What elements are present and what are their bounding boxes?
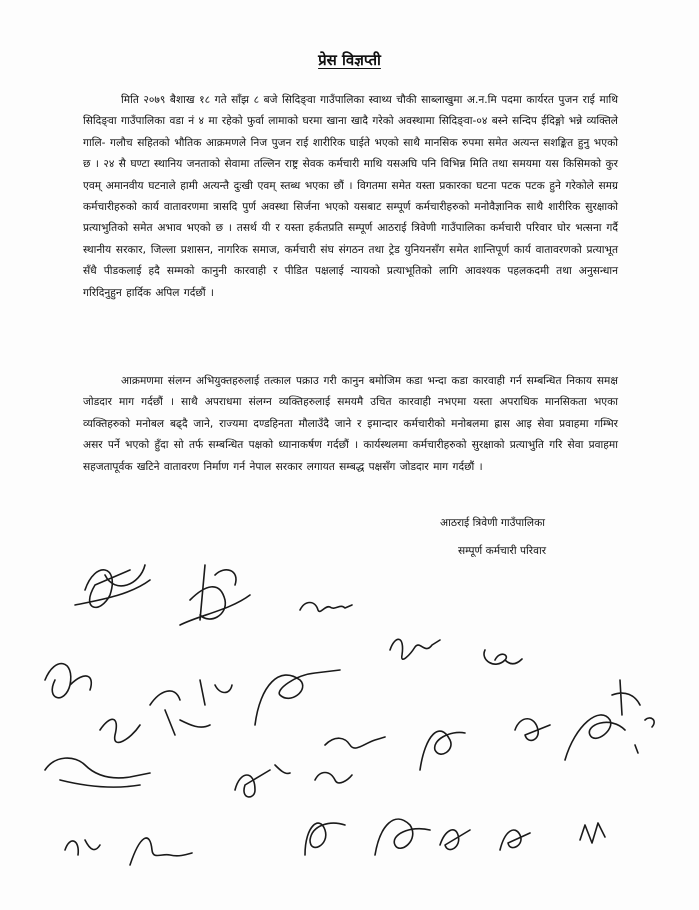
- signature-19: [305, 823, 345, 855]
- body-paragraph-2: आक्रमणमा संलग्न अभियुक्तहरुलाई तत्काल पक्राउ गरी कानुन बमोजिम कडा भन्दा कडा कारवाही गर्न सम्बन्धित निकाय समक्ष जोडदार माग गर्दछौं । साथै अपराधमा संलग्न व्यक्तिहरुलाई समयमै उचित कारवाही नभएमा यस्ता अपराधिक मानसिकता भएका व्यक्तिहरुको मनोबल बढ्दै जाने, राज्यमा दण्डहिनता मौलाउँदै जाने र इमान्दार कर्मचारीको मनोबलमा ह्रास आइ सेवा प्रवाहमा गम्भिर असर पर्ने भएको हुँदा सो तर्फ सम्बन्धित पक्षको ध्यानाकर्षण गर्दछौं । कार्यस्थलमा कर्मचारीहरुको सुरक्षाको प्रत्याभुति गरि सेवा प्रवाहमा सहजतापूर्वक खटिने वातावरण निर्माण गर्न नेपाल सरकार लगायत सम्बद्ध पक्षसँग जोडदार माग गर्दछौं ।: [83, 375, 618, 473]
- signature-6: [45, 664, 91, 698]
- signature-11: [165, 710, 210, 735]
- signature-3: [300, 603, 352, 612]
- signatures-block: [0, 555, 699, 910]
- signature-10: [100, 719, 140, 742]
- signature-5: [484, 650, 522, 664]
- signature-16: [45, 758, 150, 787]
- signature-18: [315, 773, 352, 783]
- signature-17: [235, 765, 290, 797]
- signature-9: [612, 680, 654, 727]
- signature-4: [390, 639, 440, 659]
- signature-8: [255, 670, 340, 725]
- signature-7: [150, 680, 232, 705]
- signature-24: [65, 840, 100, 855]
- signature-22: [500, 830, 530, 850]
- document-title: प्रेस विज्ञप्ती: [318, 51, 381, 69]
- signature-12: [325, 737, 385, 748]
- signature-1: [75, 565, 150, 607]
- signature-25: [130, 838, 192, 865]
- signoff-staff: सम्पूर्ण कर्मचारी परिवार: [458, 545, 547, 557]
- signature-14: [515, 719, 550, 741]
- signoff-organization: आठराई त्रिवेणी गाउँपालिका: [440, 517, 545, 529]
- signature-13: [420, 731, 465, 770]
- body-paragraph-1: मिति २०७९ बैशाख १८ गते साँझ ८ बजे सिदिङ्वा गाउँपालिका स्वाथ्य चौकी साब्लाखुमा अ.न.मि पदमा कार्यरत पुजन राई माथि सिदिङ्वा गाउँपालिका वडा नं ४ मा रहेको फुर्वा लामाको घरमा खाना खादै गरेको अवस्थामा सिदिङ्वा-०४ बस्ने सन्दिप ईदिङ्गो भन्ने व्यक्तिले गालि- गलौच सहितको भौतिक आक्रमणले निज पुजन राई शारीरिक घाईते भएको साथै मानसिक रुपमा समेत अत्यन्त सशङ्कित हुनु भएको छ । २४ सै घण्टा स्थानिय जनताको सेवामा तल्लिन राष्ट्र सेवक कर्मचारी माथि यसअघि पनि विभिन्न मिति तथा समयमा यस किसिमको कुर एवम् अमानवीय घटनाले हामी अत्यन्तै दुःखी एवम् स्तब्ध भएका छौं । विगतमा समेत यस्ता प्रकारका घटना पटक पटक हुने गरेकोले समग्र कर्मचारीहरुको कार्य वातावरणमा त्रासदि पुर्ण अवस्था सिर्जना भएको यसबाट सम्पूर्ण कर्मचारीहरुको मनोवैज्ञानिक साथै शारीरिक सुरक्षाको प्रत्याभुतिको समेत अभाव भएको छ । तसर्थ यी र यस्ता हर्कतप्रति सम्पूर्ण आठराई त्रिवेणी गाउँपालिका कर्मचारी परिवार घोर भत्सना गर्दै स्थानीय सरकार, जिल्ला प्रशासन, नागरिक समाज, कर्मचारी संघ संगठन तथा ट्रेड युनियनसँग समेत शान्तिपूर्ण कार्य वातावरणको प्रत्याभूत सँधै पीडकलाई हदै सम्मको कानुनी कारवाही र पीडित पक्षलाई न्यायको प्रत्याभूतिको लागि आवश्यक पहलकदमी तथा अनुसन्धान गरिदिनुहुन हार्दिक अपिल गर्दछौं ।: [83, 94, 618, 299]
- signature-21: [440, 830, 470, 850]
- signature-23: [580, 823, 605, 843]
- signature-15: [565, 715, 638, 760]
- signature-20: [375, 819, 430, 855]
- signature-2: [180, 565, 250, 625]
